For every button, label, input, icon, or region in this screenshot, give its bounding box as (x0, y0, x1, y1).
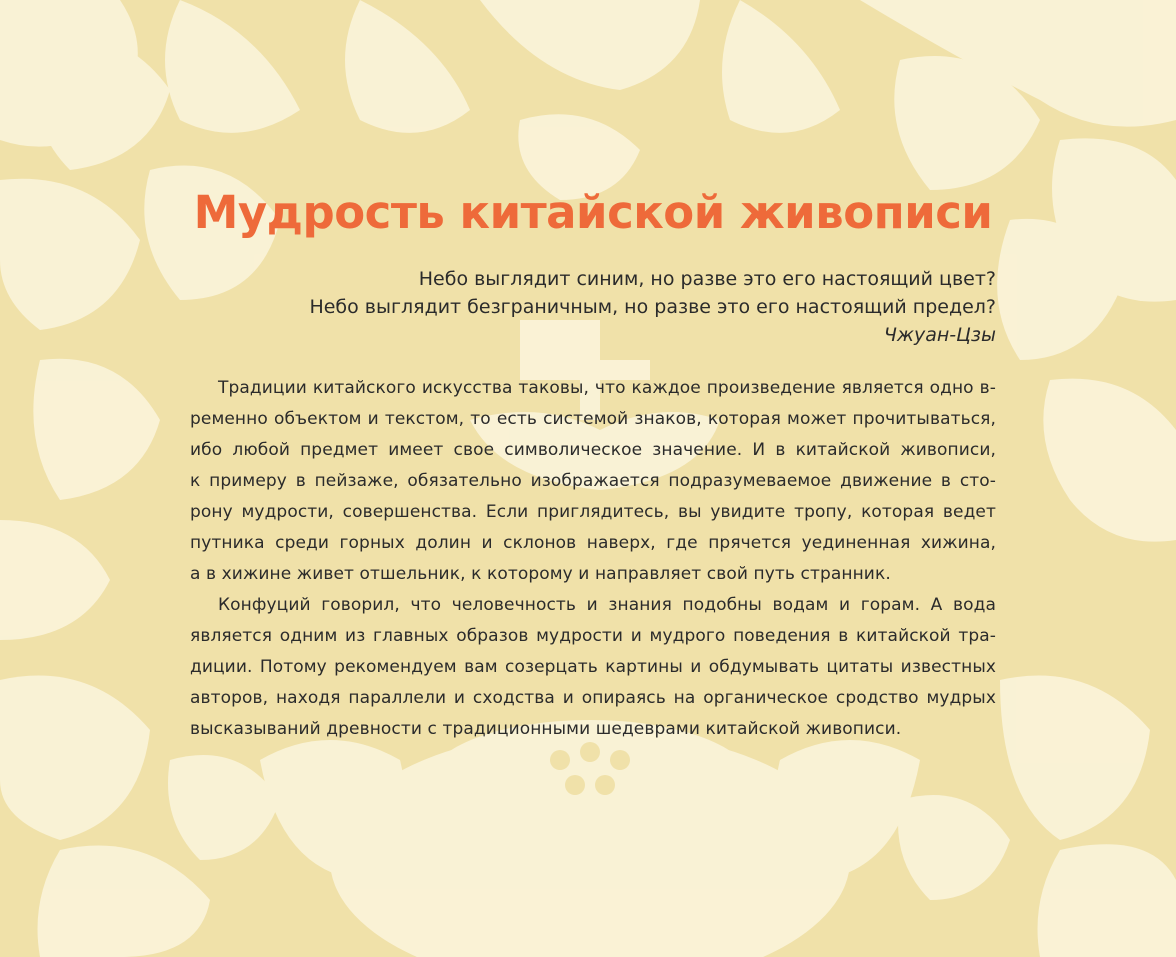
epigraph-author: Чжуан-Цзы (883, 324, 996, 346)
paragraph-line: авторов, находя параллели и сходства и опираясь на органическое сродство мудрых (190, 688, 996, 708)
epigraph-line: Небо выглядит синим, но разве это его настоящий цвет? (418, 268, 996, 290)
paragraph-line: высказываний древности с традиционными шедеврами китайской живописи. (190, 719, 902, 739)
paragraph-line: Традиции китайского искусства таковы, что каждое произведение является одно в- (218, 378, 996, 398)
paragraph-line: ременно объектом и текстом, то есть системой знаков, которая может прочитываться, (190, 409, 996, 429)
paragraph-line: ибо любой предмет имеет свое символическое значение. И в китайской живописи, (190, 440, 996, 460)
paragraph-line: к примеру в пейзаже, обязательно изображается подразумеваемое движение в сто- (190, 471, 996, 491)
paragraph-line: является одним из главных образов мудрости и мудрого поведения в китайской тра- (190, 626, 996, 646)
paragraph-line: диции. Потому рекомендуем вам созерцать картины и обдумывать цитаты известных (190, 657, 996, 677)
paragraph-line: рону мудрости, совершенства. Если приглядитесь, вы увидите тропу, которая ведет (190, 502, 996, 522)
body-text (190, 373, 996, 745)
epigraph-line: Небо выглядит безграничным, но разве это его настоящий предел? (309, 296, 996, 318)
paragraph-line: Конфуций говорил, что человечность и знания подобны водам и горам. А вода (218, 595, 996, 615)
page-title: Мудрость китайской живописи (193, 186, 993, 239)
epigraph (190, 265, 996, 349)
paragraph-line: а в хижине живет отшельник, к которому и направляет свой путь странник. (190, 564, 891, 584)
paragraph-line: путника среди горных долин и склонов наверх, где прячется уединенная хижина, (190, 533, 996, 553)
